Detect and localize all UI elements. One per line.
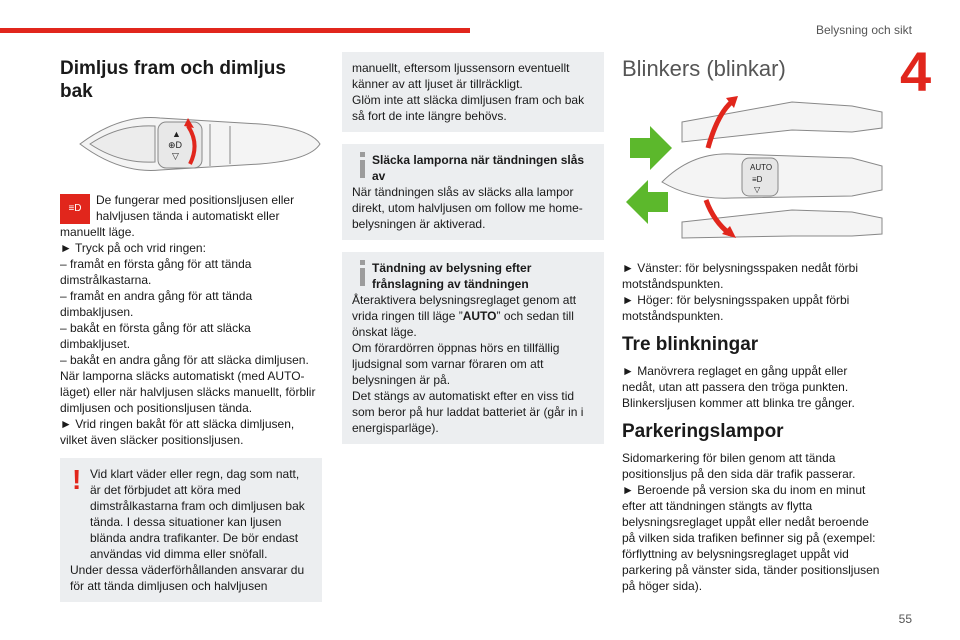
svg-text:▲: ▲ bbox=[172, 128, 181, 139]
three-flashes-text: ► Manövrera reglaget en gång uppåt eller nedåt, utan att passera den tröga punkten. Blinkersljusen kommer att blinka tre gånger. bbox=[622, 364, 855, 411]
fog-step: ► Tryck på och vrid ringen: bbox=[60, 240, 206, 255]
left-arrow-icon bbox=[626, 180, 668, 224]
heading-three-flashes: Tre blinkningar bbox=[622, 334, 759, 356]
fog-light-icon: ≡D bbox=[60, 194, 90, 224]
indicator-stalk-illustration bbox=[622, 82, 884, 252]
note2-text-a: Återaktivera belysningsreglaget genom att vrida ringen till läge ” bbox=[352, 293, 577, 323]
right-arrow-icon bbox=[630, 126, 672, 170]
continued-text: manuellt, eftersom ljussensorn eventuellt känner av att ljuset är tillräckligt. bbox=[352, 61, 570, 91]
parking-text-2: ► Beroende på version ska du inom en minut efter att tändningen stängts av flytta belysningsreglaget uppåt eller nedåt beroende på vilken sida trafiken befinner sig på (exempel: förflyttning av belysningsreglaget uppåt vid parkering på vänster sida, tänder positionsljusen på höger sida). bbox=[622, 482, 880, 593]
info-note-lighting-after-ignition bbox=[342, 252, 604, 444]
section-title: Belysning och sikt bbox=[815, 23, 912, 37]
warning-text-2: Under dessa väderförhållanden ansvarar du för att tända dimljusen och halvljusen bbox=[70, 562, 305, 593]
header-accent-bar bbox=[0, 28, 470, 33]
fog-light-stalk-illustration bbox=[60, 104, 322, 186]
chapter-number: 4 bbox=[900, 40, 932, 103]
continued-note bbox=[342, 52, 604, 132]
info-icon bbox=[352, 152, 374, 178]
note2-text-3: Det stängs av automatiskt efter en viss tid som beror på hur laddat batteriet är (går in i energisparläge). bbox=[352, 389, 584, 435]
heading-parking-lamps: Parkeringslampor bbox=[622, 421, 784, 443]
fog-step: – framåt en första gång för att tända dimstrålkastarna. bbox=[60, 256, 252, 287]
fog-auto-text: När lamporna släcks automatiskt (med AUTO-läget) eller när halvljusen släcks manuellt, förblir dimljusen och positionsljusen tända. bbox=[60, 368, 316, 415]
fog-step: – framåt en andra gång för att tända dimbakljusen. bbox=[60, 288, 253, 319]
svg-text:▽: ▽ bbox=[172, 150, 179, 161]
svg-text:≡D: ≡D bbox=[752, 175, 763, 185]
svg-text:AUTO: AUTO bbox=[750, 163, 773, 173]
fog-step: – bakåt en andra gång för att släcka dimljusen. bbox=[60, 352, 309, 367]
page-number: 55 bbox=[898, 612, 912, 626]
info-icon bbox=[352, 260, 374, 286]
indicator-left-text: ► Vänster: för belysningsspaken nedåt förbi motståndspunkten. bbox=[622, 261, 859, 292]
svg-text:▽: ▽ bbox=[754, 185, 761, 195]
parking-text-1: Sidomarkering för bilen genom att tända positionsljus på den sida där trafik passerar. bbox=[622, 450, 856, 481]
fog-final-step: ► Vrid ringen bakåt för att släcka dimljusen, vilket även släcker positionsljusen. bbox=[60, 416, 295, 447]
note1-text: När tändningen slås av släcks alla lampor direkt, utom halvljusen om follow me home-belysningen är aktiverad. bbox=[352, 185, 583, 231]
note1-title: Släcka lamporna när tändningen slås av bbox=[372, 153, 585, 183]
column-notes bbox=[342, 52, 604, 444]
heading-indicators: Blinkers (blinkar) bbox=[622, 56, 786, 81]
column-fog-lights bbox=[60, 52, 322, 602]
note2-auto-label: AUTO bbox=[462, 309, 497, 323]
indicator-right-text: ► Höger: för belysningsspaken uppåt förbi motståndspunkten. bbox=[622, 293, 850, 324]
note2-text-b: ” och sedan till önskat läge. bbox=[352, 309, 574, 339]
info-note-ignition-off bbox=[342, 144, 604, 240]
warning-note bbox=[60, 458, 322, 602]
note2-text-2: Om förardörren öppnas hörs en tillfällig ljudsignal som varnar föraren om att belysningen är på. bbox=[352, 341, 560, 387]
column-indicators bbox=[622, 52, 884, 594]
warning-exclamation-icon: ! bbox=[72, 463, 82, 495]
warning-text: Vid klart väder eller regn, dag som natt, är det förbjudet att köra med dimstrålkastarna fram och dimljusen bak tända. I dessa situationer kan ljusen blända andra trafikanter. De bör endast användas vid dimma eller snöfall. bbox=[90, 466, 305, 561]
note2-text bbox=[352, 292, 594, 340]
heading-fog-lights: Dimljus fram och dimljus bak bbox=[60, 58, 286, 102]
continued-text-2: Glöm inte att släcka dimljusen fram och bak så fort de inte längre behövs. bbox=[352, 93, 585, 123]
fog-step: – bakåt en första gång för att släcka dimbakljuset. bbox=[60, 320, 251, 351]
fog-intro-text: De fungerar med positionsljusen eller halvljusen tända i automatiskt eller manuellt läge. bbox=[60, 192, 295, 239]
svg-text:⊕D: ⊕D bbox=[168, 139, 183, 150]
note2-title: Tändning av belysning efter frånslagning av tändningen bbox=[372, 261, 532, 291]
